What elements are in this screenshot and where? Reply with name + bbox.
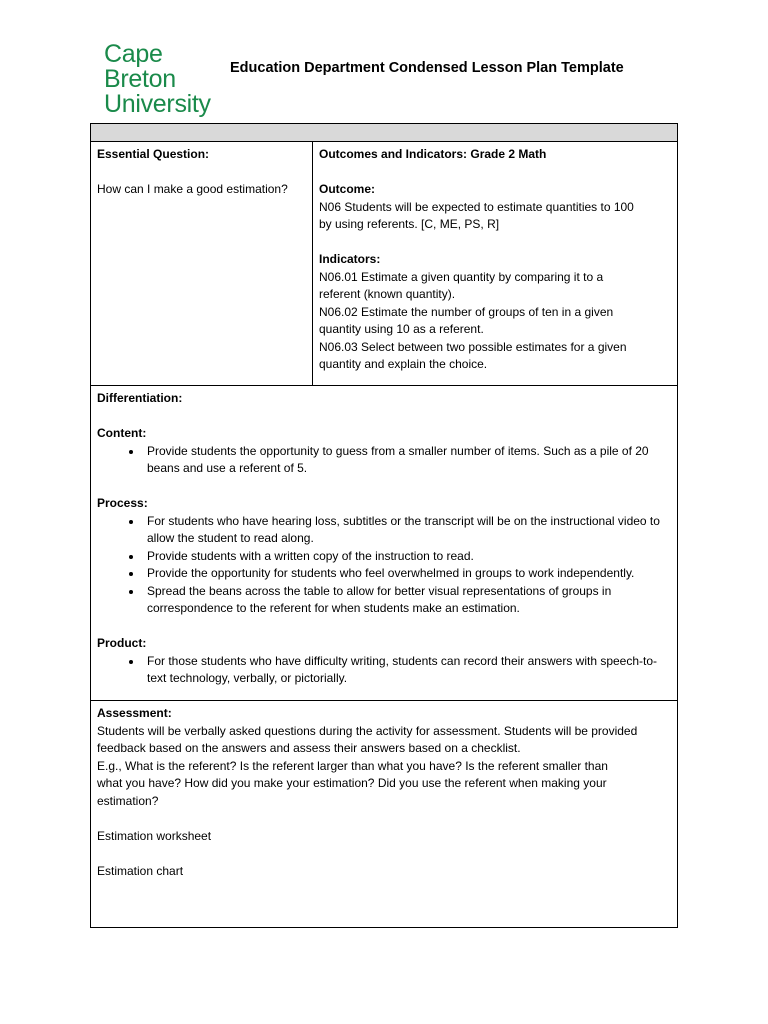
- list-item: • Provide students with a written copy of the instruction to read.: [143, 548, 671, 566]
- process-heading: Process:: [97, 496, 148, 510]
- content-heading: Content:: [97, 426, 147, 440]
- list-item: • Provide the opportunity for students who feel overwhelmed in groups to work independently.: [143, 565, 671, 583]
- outcomes-heading: Outcomes and Indicators: Grade 2 Math: [319, 147, 547, 161]
- assessment-line: E.g., What is the referent? Is the referent larger than what you have? Is the referent smaller than: [97, 758, 608, 773]
- assessment-line: Students will be verbally asked questions during the activity for assessment. Students will be provided: [97, 723, 638, 738]
- assessment-cell: [91, 701, 677, 927]
- outcome-text-line: by using referents. [C, ME, PS, R]: [319, 217, 500, 231]
- product-heading: Product:: [97, 636, 147, 650]
- differentiation-heading: Differentiation:: [97, 391, 183, 405]
- assessment-line: feedback based on the answers and assess their answers based on a checklist.: [97, 741, 521, 755]
- indicator-line: N06.01 Estimate a given quantity by comparing it to a: [319, 269, 604, 284]
- table-header-band: [91, 124, 677, 142]
- indicator-line: N06.03 Select between two possible estimates for a given: [319, 339, 627, 354]
- assessment-heading: Assessment:: [97, 706, 172, 720]
- outcomes-cell: [313, 142, 677, 385]
- product-list: [97, 653, 671, 688]
- logo-line-breton: Breton: [104, 65, 176, 93]
- list-item: • For those students who have difficulty writing, students can record their answers with speech-to-text technology, verbally, or pictorially.: [143, 653, 671, 688]
- logo-line-university: University: [104, 90, 211, 118]
- logo-line-cape: Cape: [104, 40, 163, 68]
- indicator-line: quantity and explain the choice.: [319, 357, 488, 371]
- outcome-heading: Outcome:: [319, 182, 376, 196]
- indicator-line: referent (known quantity).: [319, 287, 456, 301]
- essential-question-cell: [91, 142, 313, 385]
- content-list: [97, 443, 671, 478]
- lesson-plan-table: [90, 123, 678, 928]
- list-item: • Provide students the opportunity to guess from a smaller number of items. Such as a pile of 20 beans and use a referent of 5.: [143, 443, 671, 478]
- list-item: • For students who have hearing loss, subtitles or the transcript will be on the instructional video to allow the student to read along.: [143, 513, 671, 548]
- process-list: [97, 513, 671, 618]
- outcome-text-line: N06 Students will be expected to estimate quantities to 100: [319, 199, 634, 214]
- essential-outcomes-row: [91, 142, 677, 386]
- essential-question-heading: Essential Question:: [97, 147, 210, 161]
- document-title: Education Department Condensed Lesson Plan Template: [230, 60, 624, 76]
- list-item: • Spread the beans across the table to allow for better visual representations of groups in correspondence to the referent for when students make an estimation.: [143, 583, 671, 618]
- assessment-line: estimation?: [97, 793, 159, 808]
- assessment-line: what you have? How did you make your estimation? Did you use the referent when making your: [97, 776, 607, 790]
- indicator-line: N06.02 Estimate the number of groups of ten in a given: [319, 304, 614, 319]
- estimation-worksheet: Estimation worksheet: [97, 828, 212, 843]
- estimation-chart: Estimation chart: [97, 863, 184, 878]
- indicators-heading: Indicators:: [319, 252, 381, 266]
- university-logo: [104, 42, 211, 117]
- indicator-line: quantity using 10 as a referent.: [319, 322, 484, 336]
- differentiation-cell: [91, 386, 677, 701]
- essential-question-text: How can I make a good estimation?: [97, 182, 288, 196]
